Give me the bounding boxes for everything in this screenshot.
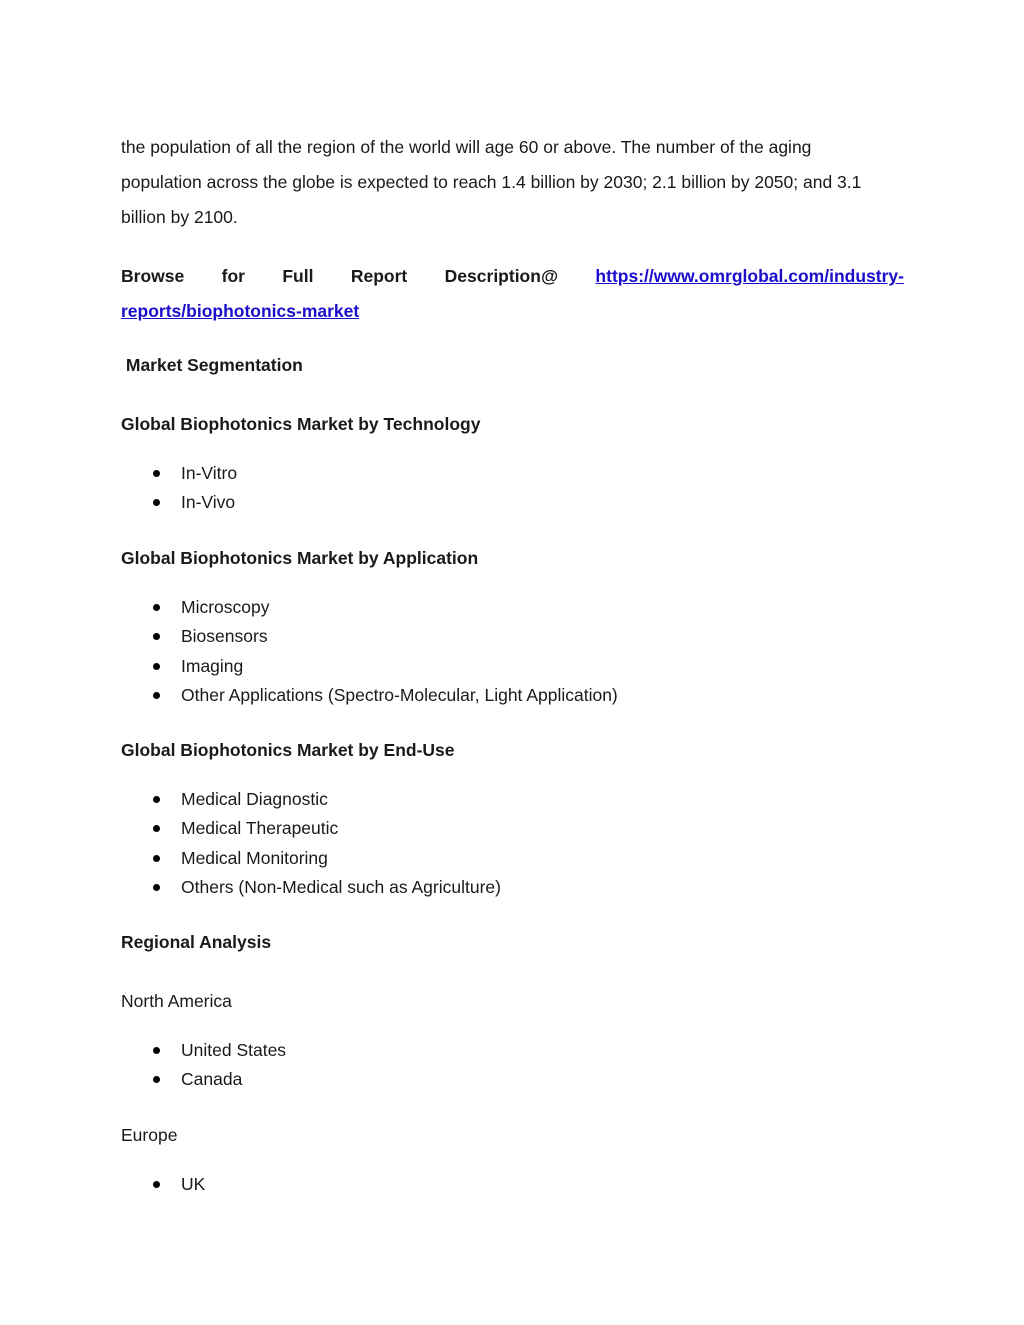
end-use-heading: Global Biophotonics Market by End-Use xyxy=(121,740,455,760)
list-item: Other Applications (Spectro-Molecular, Light Application) xyxy=(0,681,618,710)
list-item: United States xyxy=(0,1036,286,1065)
bullet-icon xyxy=(153,796,160,803)
market-segmentation-heading: Market Segmentation xyxy=(121,355,303,375)
browse-word: Browse xyxy=(121,266,185,286)
europe-list xyxy=(0,1170,205,1199)
intro-paragraph xyxy=(121,130,904,235)
north-america-list xyxy=(0,1036,286,1095)
browse-paragraph xyxy=(121,259,904,329)
bullet-icon xyxy=(153,633,160,640)
application-list xyxy=(0,593,618,710)
bullet-icon xyxy=(153,692,160,699)
end-use-list xyxy=(0,785,501,902)
intro-line-3: billion by 2100. xyxy=(121,207,238,227)
bullet-icon xyxy=(153,499,160,506)
bullet-icon xyxy=(153,825,160,832)
list-item: Medical Diagnostic xyxy=(0,785,501,814)
report-link-part-1[interactable]: https://www.omrglobal.com/industry- xyxy=(595,266,904,286)
bullet-icon xyxy=(153,1181,160,1188)
list-item: Medical Therapeutic xyxy=(0,814,501,843)
technology-heading: Global Biophotonics Market by Technology xyxy=(121,414,481,434)
browse-word: Description@ xyxy=(444,266,559,286)
list-item: Biosensors xyxy=(0,622,618,651)
bullet-icon xyxy=(153,884,160,891)
regional-analysis-heading: Regional Analysis xyxy=(121,932,272,952)
intro-line-1: the population of all the region of the world will age 60 or above. The number of the aging xyxy=(121,137,812,157)
list-item: Others (Non-Medical such as Agriculture) xyxy=(0,873,501,902)
browse-word: Report xyxy=(350,266,408,286)
list-item: In-Vivo xyxy=(0,488,237,517)
europe-label: Europe xyxy=(121,1125,178,1145)
bullet-icon xyxy=(153,1076,160,1083)
browse-line-2 xyxy=(121,294,904,329)
bullet-icon xyxy=(153,663,160,670)
bullet-icon xyxy=(153,1047,160,1054)
bullet-icon xyxy=(153,604,160,611)
browse-word: Full xyxy=(282,266,314,286)
north-america-label: North America xyxy=(121,991,232,1011)
bullet-icon xyxy=(153,855,160,862)
list-item: Medical Monitoring xyxy=(0,844,501,873)
browse-word: for xyxy=(221,266,245,286)
technology-list xyxy=(0,459,237,518)
list-item: Imaging xyxy=(0,652,618,681)
list-item: In-Vitro xyxy=(0,459,237,488)
intro-line-2: population across the globe is expected to reach 1.4 billion by 2030; 2.1 billion by 2050; and 3.1 xyxy=(121,172,862,192)
browse-line-1 xyxy=(121,259,904,294)
application-heading: Global Biophotonics Market by Application xyxy=(121,548,479,568)
report-link-part-2[interactable]: reports/biophotonics-market xyxy=(121,301,360,321)
list-item: Canada xyxy=(0,1065,286,1094)
list-item: Microscopy xyxy=(0,593,618,622)
list-item: UK xyxy=(0,1170,205,1199)
bullet-icon xyxy=(153,470,160,477)
